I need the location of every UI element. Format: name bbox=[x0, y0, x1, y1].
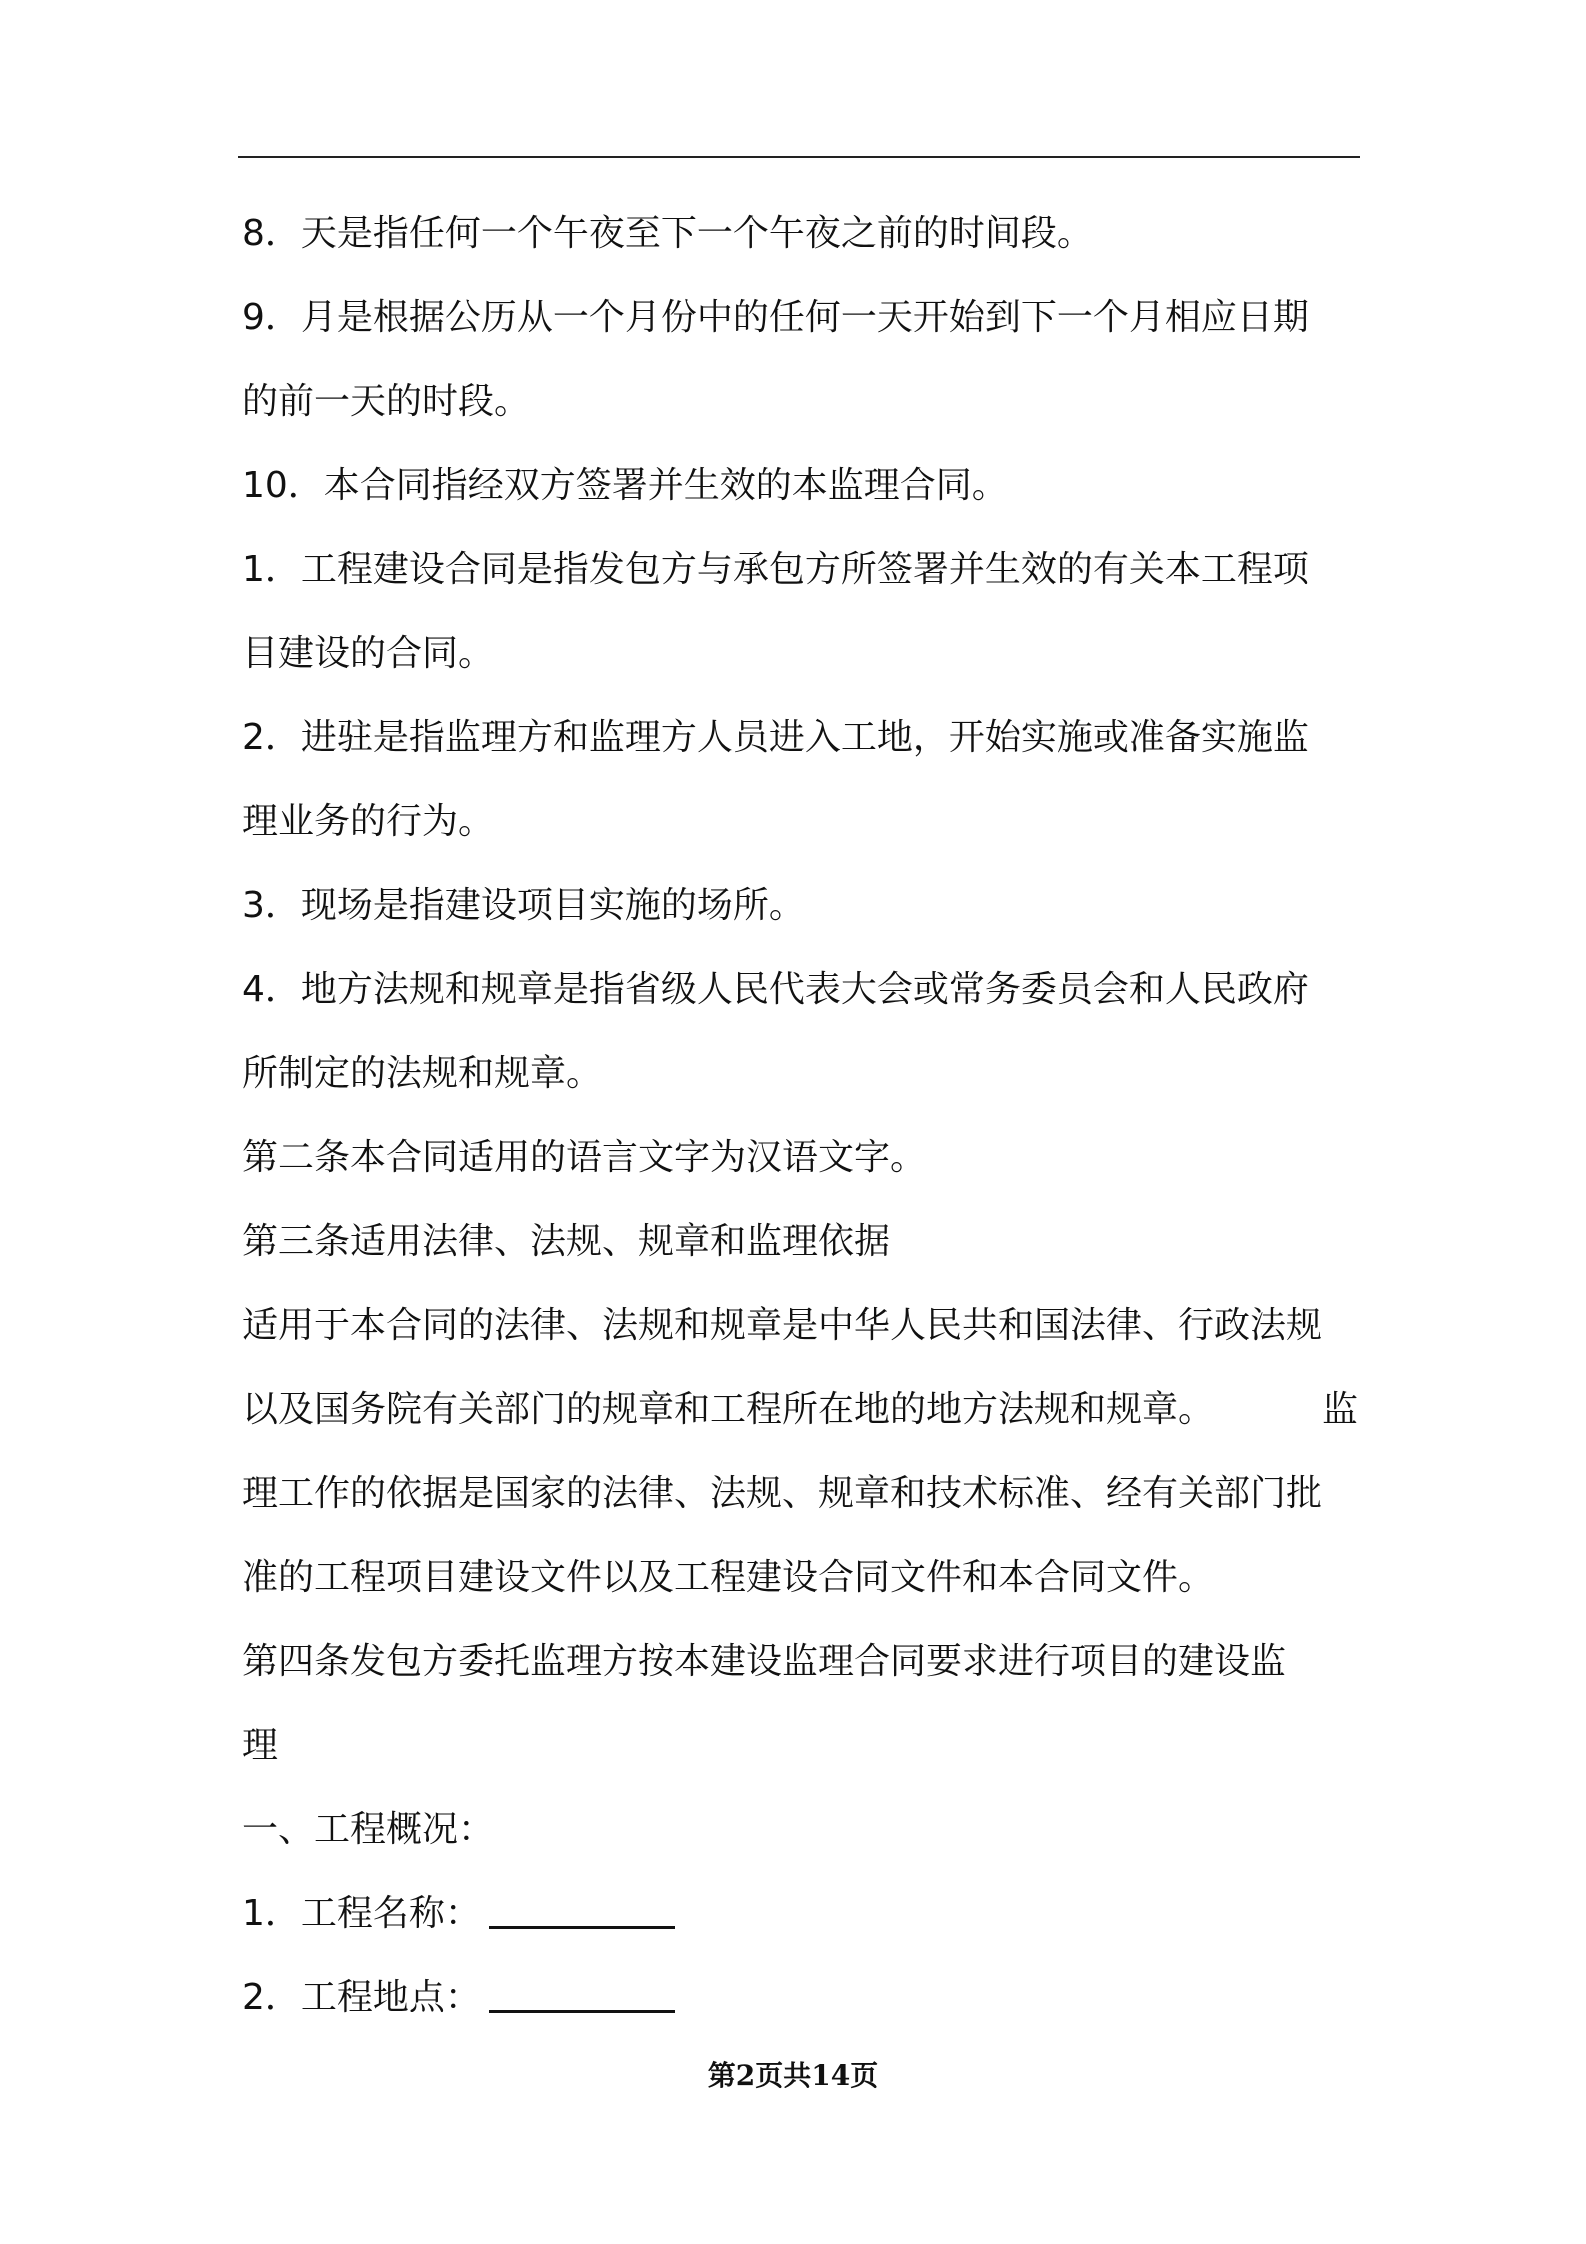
paragraph-line: 适用于本合同的法律、法规和规章是中华人民共和国法律、行政法规 bbox=[242, 1305, 1323, 1346]
article-heading: 第三条适用法律、法规、规章和监理依据 bbox=[242, 1221, 891, 1262]
paragraph-line: 的前一天的时段。 bbox=[242, 381, 531, 422]
paragraph-line-split bbox=[242, 1368, 1358, 1452]
paragraph-line: 理业务的行为。 bbox=[242, 801, 495, 842]
split-line-right: 监 bbox=[1321, 1389, 1358, 1430]
article-heading: 第四条发包方委托监理方按本建设监理合同要求进行项目的建设监 bbox=[242, 1641, 1287, 1682]
split-line-left: 以及国务院有关部门的规章和工程所在地的地方法规和规章。 bbox=[242, 1389, 1215, 1430]
paragraph-line: 10．本合同指经双方签署并生效的本监理合同。 bbox=[242, 465, 1008, 506]
paragraph-line: 所制定的法规和规章。 bbox=[242, 1053, 603, 1094]
paragraph-line: 理工作的依据是国家的法律、法规、规章和技术标准、经有关部门批 bbox=[242, 1473, 1323, 1514]
paragraph-line: 目建设的合同。 bbox=[242, 633, 495, 674]
article-heading: 第二条本合同适用的语言文字为汉语文字。 bbox=[242, 1137, 927, 1178]
paragraph-line: 1．工程建设合同是指发包方与承包方所签署并生效的有关本工程项 bbox=[242, 549, 1309, 590]
paragraph-line: 4．地方法规和规章是指省级人民代表大会或常务委员会和人民政府 bbox=[242, 969, 1309, 1010]
paragraph-line: 8．天是指任何一个午夜至下一个午夜之前的时间段。 bbox=[242, 213, 1093, 254]
project-name-field bbox=[242, 1872, 1358, 1956]
paragraph-line: 准的工程项目建设文件以及工程建设合同文件和本合同文件。 bbox=[242, 1557, 1215, 1598]
page-number: 第2页共14页 bbox=[707, 2059, 879, 2092]
paragraph-line: 理 bbox=[242, 1725, 279, 1766]
fill-in-blank[interactable] bbox=[489, 1974, 675, 2013]
header-rule bbox=[238, 156, 1360, 158]
project-location-field bbox=[242, 1956, 1358, 2040]
paragraph-line: 3．现场是指建设项目实施的场所。 bbox=[242, 885, 805, 926]
document-body bbox=[242, 192, 1358, 2040]
paragraph-line: 9．月是根据公历从一个月份中的任何一天开始到下一个月相应日期 bbox=[242, 297, 1309, 338]
fill-in-blank[interactable] bbox=[489, 1890, 675, 1929]
section-heading: 一、工程概况： bbox=[242, 1809, 495, 1850]
field-label: 1．工程名称： bbox=[242, 1893, 481, 1934]
paragraph-line: 2．进驻是指监理方和监理方人员进入工地，开始实施或准备实施监 bbox=[242, 717, 1309, 758]
field-label: 2．工程地点： bbox=[242, 1977, 481, 2018]
